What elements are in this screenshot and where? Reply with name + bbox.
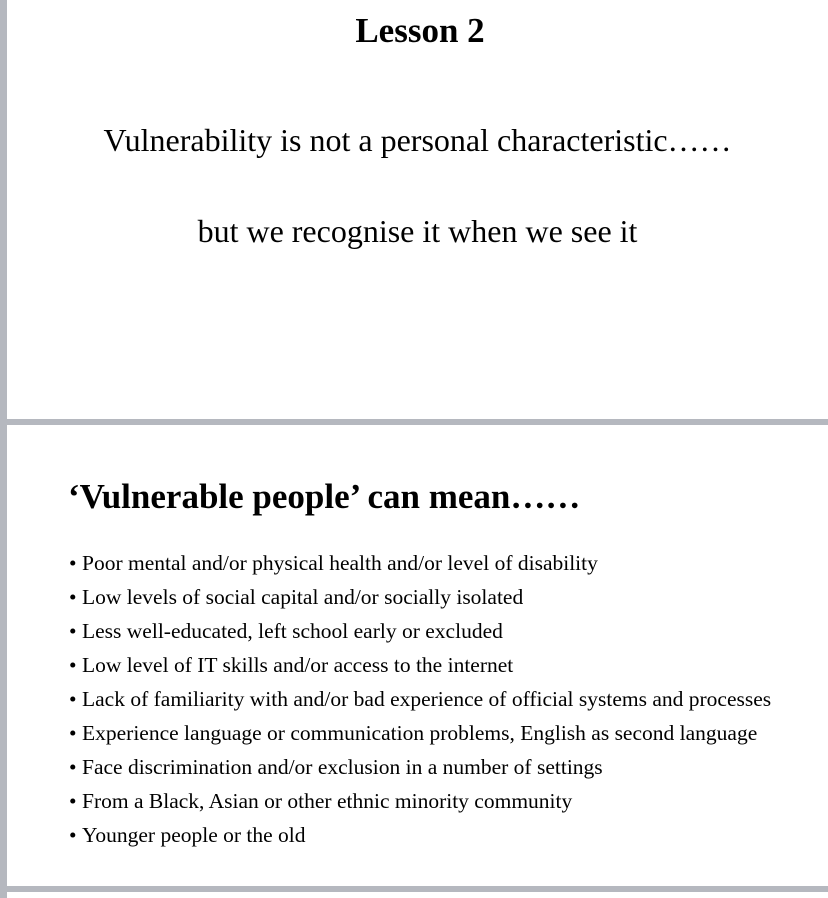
bullet-item — [68, 686, 788, 712]
bullet-icon: • — [69, 619, 77, 643]
bullet-icon: • — [69, 551, 77, 575]
bullet-text: Less well-educated, left school early or excluded — [82, 619, 503, 643]
bullet-icon: • — [69, 653, 77, 677]
bullet-text: Low level of IT skills and/or access to the internet — [82, 653, 514, 677]
bullet-item — [68, 754, 788, 780]
bullet-text: Experience language or communication problems, English as second language — [82, 721, 758, 745]
bullet-icon: • — [69, 585, 77, 609]
bullet-item — [68, 822, 788, 848]
bullet-icon: • — [69, 789, 77, 813]
slide-2 — [7, 425, 828, 886]
bullet-text: From a Black, Asian or other ethnic minority community — [82, 789, 573, 813]
bullet-list — [68, 550, 788, 856]
slide-1 — [7, 0, 828, 419]
bullet-item — [68, 584, 788, 610]
left-border — [0, 0, 7, 898]
bullet-icon: • — [69, 721, 77, 745]
bullet-text: Poor mental and/or physical health and/or level of disability — [82, 551, 598, 575]
bullet-item — [68, 618, 788, 644]
bullet-item — [68, 788, 788, 814]
bullet-text: Low levels of social capital and/or socially isolated — [82, 585, 524, 609]
bullet-text: Lack of familiarity with and/or bad experience of official systems and processes — [82, 687, 772, 711]
lesson-title: Lesson 2 — [355, 11, 485, 50]
bullet-icon: • — [69, 755, 77, 779]
bullet-text: Younger people or the old — [82, 823, 306, 847]
bullet-icon: • — [69, 823, 77, 847]
bullet-item — [68, 550, 788, 576]
bullet-icon: • — [69, 687, 77, 711]
slide-heading: ‘Vulnerable people’ can mean…… — [68, 477, 581, 516]
statement-line-1: Vulnerability is not a personal characteristic…… — [103, 122, 732, 158]
statement-line-2: but we recognise it when we see it — [197, 213, 638, 249]
bullet-item — [68, 652, 788, 678]
bullet-text: Face discrimination and/or exclusion in a number of settings — [82, 755, 603, 779]
next-slide-edge — [7, 892, 828, 898]
bullet-item — [68, 720, 788, 746]
